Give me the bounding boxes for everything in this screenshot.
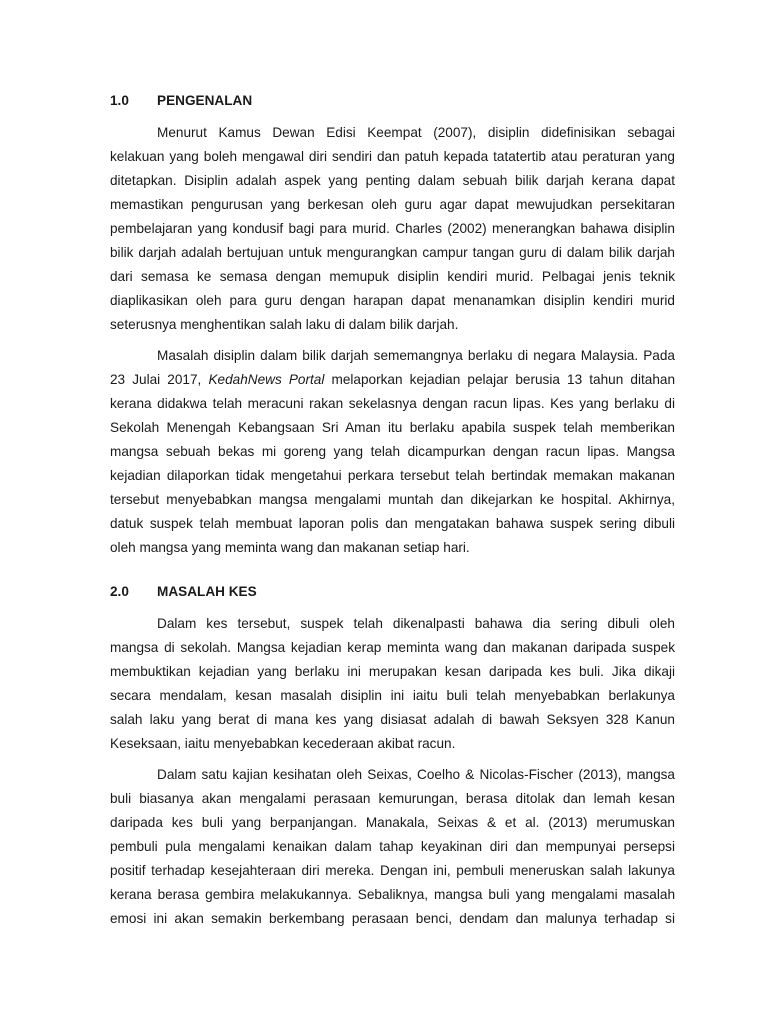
paragraph-line: memastikan pengurusan yang berkesan oleh guru agar dapat mewujudkan persekitaran	[110, 197, 675, 212]
paragraph-line: ditetapkan. Disiplin adalah aspek yang penting dalam sebuah bilik darjah kerana dapat	[110, 173, 675, 188]
paragraph-line: kejadian dilaporkan tidak mengetahui perkara tersebut telah bertindak memakan makanan	[110, 468, 675, 483]
section-number: 2.0	[110, 584, 129, 599]
paragraph-line: seterusnya menghentikan salah laku di dalam bilik darjah.	[110, 317, 459, 332]
paragraph-line: pembelajaran yang kondusif bagi para murid. Charles (2002) menerangkan bahawa disiplin	[110, 221, 675, 236]
section-number: 1.0	[110, 93, 129, 108]
paragraph-line: secara mendalam, kesan masalah disiplin ini iaitu buli telah menyebabkan berlakunya	[110, 688, 675, 703]
paragraph-line: Sekolah Menengah Kebangsaan Sri Aman itu berlaku apabila suspek telah memberikan	[110, 420, 675, 435]
paragraph-line: salah laku yang berat di mana kes yang disiasat adalah di bawah Seksyen 328 Kanun	[110, 712, 675, 727]
paragraph-line: tersebut menyebabkan mangsa mengalami muntah dan dikejarkan ke hospital. Akhirnya,	[110, 492, 675, 507]
section-heading-2	[110, 584, 257, 599]
paragraph-line: kerana didakwa telah meracuni rakan sekelasnya dengan racun lipas. Kes yang berlaku di	[110, 396, 675, 411]
paragraph-line: diaplikasikan oleh para guru dengan harapan dapat menanamkan disiplin kendiri murid	[110, 293, 675, 308]
paragraph-line: daripada kes buli yang berpanjangan. Manakala, Seixas & et al. (2013) merumuskan	[110, 815, 675, 830]
paragraph-line: Menurut Kamus Dewan Edisi Keempat (2007), disiplin didefinisikan sebagai	[157, 125, 675, 140]
text-run: melaporkan kejadian pelajar berusia 13 tahun ditahan	[324, 372, 675, 387]
paragraph-line: emosi ini akan semakin berkembang perasaan benci, dendam dan malunya terhadap si	[110, 911, 675, 926]
text-run: 23 Julai 2017,	[110, 372, 209, 387]
section-heading-1	[110, 93, 252, 108]
paragraph-line: Dalam satu kajian kesihatan oleh Seixas, Coelho & Nicolas-Fischer (2013), mangsa	[157, 767, 675, 782]
paragraph-line: oleh mangsa yang meminta wang dan makanan setiap hari.	[110, 540, 470, 555]
paragraph-line: membuktikan kejadian yang berlaku ini merupakan kesan daripada kes buli. Jika dikaji	[110, 664, 675, 679]
section-title: PENGENALAN	[157, 93, 253, 108]
paragraph-line: kerana berasa gembira melakukannya. Sebaliknya, mangsa buli yang mengalami masalah	[110, 887, 675, 902]
paragraph-line: Keseksaan, iaitu menyebabkan kecederaan akibat racun.	[110, 736, 456, 751]
paragraph-line: Masalah disiplin dalam bilik darjah sememangnya berlaku di negara Malaysia. Pada	[157, 348, 675, 363]
paragraph-line: pembuli pula mengalami kenaikan dalam tahap keyakinan diri dan mempunyai persepsi	[110, 839, 675, 854]
paragraph-line: mangsa di sekolah. Mangsa kejadian kerap meminta wang dan makanan daripada suspek	[110, 640, 675, 655]
paragraph-line: positif terhadap kesejahteraan diri mereka. Dengan ini, pembuli meneruskan salah lakunya	[110, 863, 675, 878]
publication-name: KedahNews Portal	[208, 372, 325, 387]
paragraph-line: bilik darjah adalah bertujuan untuk mengurangkan campur tangan guru di dalam bilik darjah	[110, 245, 675, 260]
paragraph-line: kelakuan yang boleh mengawal diri sendiri dan patuh kepada tatatertib atau peraturan yang	[110, 149, 675, 164]
paragraph-line: dari semasa ke semasa dengan memupuk disiplin kendiri murid. Pelbagai jenis teknik	[110, 269, 675, 284]
paragraph-line: datuk suspek telah membuat laporan polis dan mengatakan bahawa suspek sering dibuli	[110, 516, 675, 531]
paragraph-line: buli biasanya akan mengalami perasaan kemurungan, berasa ditolak dan lemah kesan	[110, 791, 675, 806]
paragraph-line: mangsa sebuah bekas mi goreng yang telah dicampurkan dengan racun lipas. Mangsa	[110, 444, 675, 459]
paragraph-line: Dalam kes tersebut, suspek telah dikenalpasti bahawa dia sering dibuli oleh	[157, 616, 675, 631]
section-title: MASALAH KES	[157, 584, 257, 599]
paragraph-line	[110, 371, 675, 389]
